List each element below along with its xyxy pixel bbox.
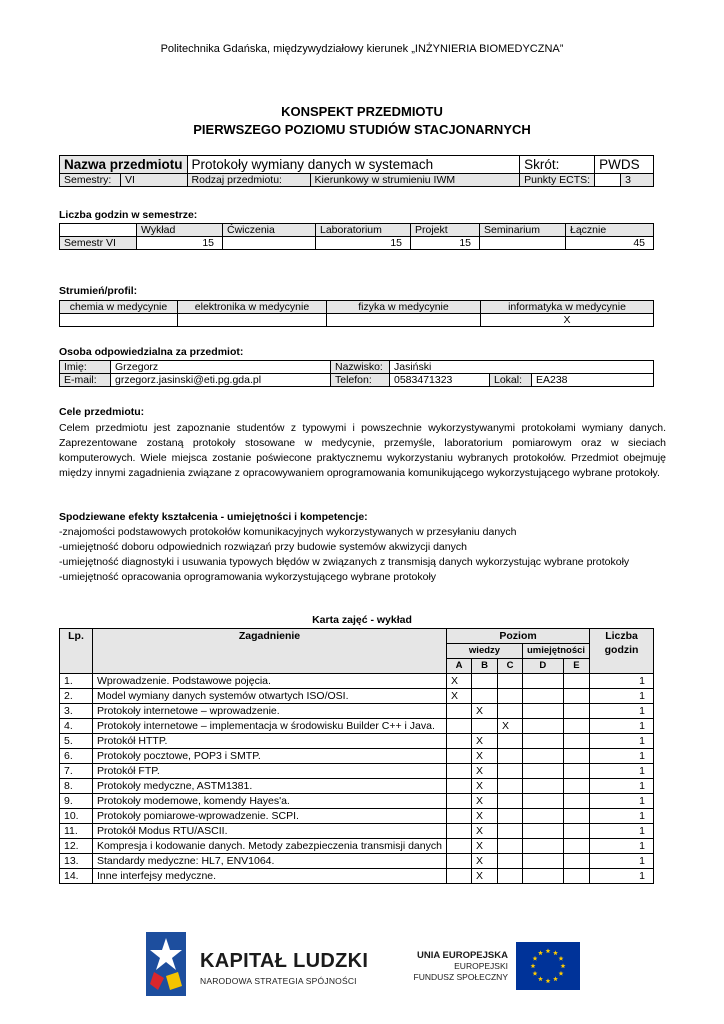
profile-value-electronics (178, 314, 327, 327)
lecture-mark (498, 809, 523, 824)
lecture-mark (523, 869, 564, 884)
lecture-mark (563, 824, 589, 839)
profile-header-chemistry: chemia w medycynie (60, 301, 178, 314)
lecture-mark (447, 794, 472, 809)
lecture-col-lp: Lp. (60, 629, 93, 674)
lecture-row (60, 719, 654, 734)
lecture-lp: 3. (60, 704, 93, 719)
hours-value-lab: 15 (316, 237, 411, 250)
lecture-topic: Kompresja i kodowanie danych. Metody zabezpieczenia transmisji danych (93, 839, 447, 854)
lecture-topic: Wprowadzenie. Podstawowe pojęcia. (93, 674, 447, 689)
lecture-mark (523, 854, 564, 869)
lecture-mark (523, 779, 564, 794)
lecture-mark (447, 734, 472, 749)
lecture-lp: 4. (60, 719, 93, 734)
lecture-hours: 1 (590, 764, 654, 779)
semester-label (60, 174, 188, 187)
phone-label: Telefon: (331, 374, 390, 387)
lecture-lp: 8. (60, 779, 93, 794)
lecture-col-hours: Liczba godzin (590, 629, 654, 674)
lecture-hours: 1 (590, 734, 654, 749)
eu-line-1: UNIA EUROPEJSKA (417, 950, 508, 961)
lecture-hours: 1 (590, 704, 654, 719)
hours-header-total: Łącznie (566, 224, 654, 237)
course-short-label: Skrót: (520, 156, 595, 174)
lecture-topic: Protokół HTTP. (93, 734, 447, 749)
lecture-lp: 5. (60, 734, 93, 749)
lecture-mark (498, 704, 523, 719)
lecture-mark: X (472, 839, 498, 854)
lecture-lp: 14. (60, 869, 93, 884)
footer (0, 932, 724, 1012)
level-c: C (498, 659, 523, 674)
first-name-value: Grzegorz (111, 361, 331, 374)
lecture-hours: 1 (590, 824, 654, 839)
lecture-row (60, 794, 654, 809)
lecture-mark (523, 704, 564, 719)
lecture-mark (563, 764, 589, 779)
hours-header-seminar: Seminarium (480, 224, 566, 237)
lecture-mark (523, 749, 564, 764)
lecture-mark (563, 869, 589, 884)
lecture-rows (60, 674, 654, 884)
hours-header-project: Projekt (411, 224, 480, 237)
hours-table (59, 223, 654, 250)
hours-row-label: Semestr VI (60, 237, 137, 250)
lecture-topic: Standardy medyczne: HL7, ENV1064. (93, 854, 447, 869)
lecture-topic: Protokoły pocztowe, POP3 i SMTP. (93, 749, 447, 764)
email-label: E-mail: (60, 374, 111, 387)
lecture-row (60, 689, 654, 704)
lecture-row (60, 764, 654, 779)
course-type-value: Kierunkowy w strumieniu IWM (310, 174, 520, 187)
page-header: Politechnika Gdańska, międzywydziałowy kierunek „INŻYNIERIA BIOMEDYCZNA” (160, 43, 564, 55)
lecture-hours: 1 (590, 869, 654, 884)
hours-header-exercises: Ćwiczenia (223, 224, 316, 237)
lecture-hours: 1 (590, 809, 654, 824)
eu-text (400, 950, 508, 983)
lecture-topic: Inne interfejsy medyczne. (93, 869, 447, 884)
lecture-lp: 2. (60, 689, 93, 704)
lecture-mark (447, 749, 472, 764)
lecture-row (60, 779, 654, 794)
outcome-item: -umiejętność doboru odpowiednich rozwiązań przy budowie systemów akwizycji danych (59, 541, 467, 553)
lecture-mark (498, 839, 523, 854)
document-title (0, 103, 724, 139)
lecture-lp: 12. (60, 839, 93, 854)
hours-header-lecture: Wykład (137, 224, 223, 237)
lecture-mark: X (447, 689, 472, 704)
level-e: E (563, 659, 589, 674)
lecture-mark (472, 689, 498, 704)
lecture-card-caption: Karta zajęć - wykład (312, 614, 412, 626)
lecture-row (60, 839, 654, 854)
lecture-mark (523, 719, 564, 734)
hours-value-exercises (223, 237, 316, 250)
kapital-ludzki-logo-icon (146, 932, 186, 996)
course-type-label: Rodzaj przedmiotu: (187, 174, 310, 187)
lecture-lp: 1. (60, 674, 93, 689)
ects-value: 3 (621, 174, 654, 187)
lecture-mark: X (472, 749, 498, 764)
lecture-hours: 1 (590, 674, 654, 689)
lecture-col-topics: Zagadnienie (93, 629, 447, 674)
lecture-mark (447, 809, 472, 824)
kl-subtitle: NARODOWA STRATEGIA SPÓJNOŚCI (200, 976, 357, 986)
room-label: Lokal: (490, 374, 532, 387)
lecture-hours: 1 (590, 719, 654, 734)
lecture-mark (498, 734, 523, 749)
kapital-ludzki-text (200, 950, 368, 986)
lecture-mark: X (472, 794, 498, 809)
profile-header-physics: fizyka w medycynie (327, 301, 481, 314)
lecture-sub-skills: umiejętności (523, 644, 590, 659)
lecture-mark (523, 839, 564, 854)
lecture-topic: Protokoły internetowe – implementacja w środowisku Builder C++ i Java. (93, 719, 447, 734)
lecture-mark (523, 809, 564, 824)
last-name-value: Jasiński (390, 361, 654, 374)
hours-value-lecture: 15 (137, 237, 223, 250)
lecture-mark (498, 779, 523, 794)
lecture-mark (447, 779, 472, 794)
lecture-lp: 13. (60, 854, 93, 869)
lecture-topic: Protokoły modemowe, komendy Hayes'a. (93, 794, 447, 809)
course-name-value: Protokoły wymiany danych w systemach (187, 156, 520, 174)
outcomes-list (59, 525, 666, 585)
outcome-item: -umiejętność opracowania oprogramowania wykorzystującego wybrane protokoły (59, 571, 437, 583)
course-short-value: PWDS (595, 156, 654, 174)
hours-section-label: Liczba godzin w semestrze: (59, 209, 198, 221)
lecture-row (60, 854, 654, 869)
lecture-row (60, 869, 654, 884)
lecture-mark (472, 674, 498, 689)
title-line-2: PIERWSZEGO POZIOMU STUDIÓW STACJONARNYCH (193, 122, 531, 137)
profile-value-chemistry (60, 314, 178, 327)
lecture-mark: X (472, 824, 498, 839)
lecture-mark (563, 854, 589, 869)
level-a: A (447, 659, 472, 674)
lecture-lp: 10. (60, 809, 93, 824)
lecture-mark (498, 749, 523, 764)
lecture-mark (523, 824, 564, 839)
lecture-mark (498, 764, 523, 779)
lecture-mark (447, 869, 472, 884)
lecture-mark (563, 689, 589, 704)
lecture-mark (563, 779, 589, 794)
level-b: B (472, 659, 498, 674)
profile-value-physics (327, 314, 481, 327)
lecture-mark (563, 674, 589, 689)
lecture-mark (498, 854, 523, 869)
room-value: EA238 (532, 374, 654, 387)
eu-flag-icon (516, 942, 580, 990)
eu-line-2: EUROPEJSKI (454, 961, 508, 971)
lecture-mark (498, 869, 523, 884)
lecture-mark (523, 674, 564, 689)
lecture-mark (523, 764, 564, 779)
lecture-sub-knowledge: wiedzy (447, 644, 523, 659)
semester-value: VI (125, 174, 135, 186)
profile-value-informatics: X (481, 314, 654, 327)
lecture-row (60, 809, 654, 824)
lecture-mark: X (472, 854, 498, 869)
phone-value: 0583471323 (390, 374, 490, 387)
lecture-mark: X (472, 704, 498, 719)
ects-spacer (595, 174, 621, 187)
lecture-mark: X (447, 674, 472, 689)
goals-section-label: Cele przedmiotu: (59, 406, 145, 418)
lecture-mark (563, 734, 589, 749)
course-name-label: Nazwa przedmiotu (60, 156, 188, 174)
lecture-mark (447, 764, 472, 779)
lecture-mark (447, 824, 472, 839)
outcomes-section-label: Spodziewane efekty kształcenia - umiejętności i kompetencje: (59, 511, 368, 523)
lecture-mark (563, 719, 589, 734)
last-name-label: Nazwisko: (331, 361, 390, 374)
profile-table (59, 300, 654, 327)
person-table (59, 360, 654, 387)
lecture-row (60, 824, 654, 839)
lecture-hours: 1 (590, 854, 654, 869)
lecture-mark (563, 809, 589, 824)
lecture-lp: 9. (60, 794, 93, 809)
semester-label-text: Semestry: (64, 174, 121, 186)
lecture-row (60, 674, 654, 689)
profile-header-informatics: informatyka w medycynie (481, 301, 654, 314)
lecture-mark: X (498, 719, 523, 734)
goals-text: Celem przedmiotu jest zapoznanie studentów z typowymi i powszechnie wykorzystywanymi protokołami wymiany danych. Zaprezentowane zostaną protokoły stosowane w medycynie, przemyśle, laboratorium pomiarowym oraz w sieciach komputerowych. Wiele miejsca zostanie poświecone praktycznemu wykorzystaniu wybranych protokołów. Przedmiot obejmuję między innymi zagadnienia związane z opracowywaniem oprogramowania komunikującego wykorzystującego wybrane protokoły. (59, 422, 666, 479)
outcome-item: -znajomości podstawowych protokołów komunikacyjnych wykorzystywanych w przesyłaniu danych (59, 526, 517, 538)
eu-line-3: FUNDUSZ SPOŁECZNY (413, 972, 508, 982)
lecture-mark: X (472, 764, 498, 779)
lecture-topic: Protokół FTP. (93, 764, 447, 779)
title-line-1: KONSPEKT PRZEDMIOTU (281, 104, 443, 119)
hours-header-lab: Laboratorium (316, 224, 411, 237)
lecture-topic: Protokoły internetowe – wprowadzenie. (93, 704, 447, 719)
lecture-mark (523, 794, 564, 809)
lecture-mark (523, 734, 564, 749)
lecture-row (60, 734, 654, 749)
lecture-topic: Protokół Modus RTU/ASCII. (93, 824, 447, 839)
kl-title: KAPITAŁ LUDZKI (200, 950, 369, 972)
person-section-label: Osoba odpowiedzialna za przedmiot: (59, 346, 244, 358)
lecture-hours: 1 (590, 839, 654, 854)
lecture-hours: 1 (590, 689, 654, 704)
lecture-mark (563, 839, 589, 854)
level-d: D (523, 659, 564, 674)
lecture-topic: Protokoły medyczne, ASTM1381. (93, 779, 447, 794)
hours-value-seminar (480, 237, 566, 250)
lecture-mark (563, 794, 589, 809)
lecture-row (60, 749, 654, 764)
hours-corner (60, 224, 137, 237)
lecture-mark (498, 794, 523, 809)
course-info-table (59, 155, 654, 187)
lecture-hours: 1 (590, 779, 654, 794)
lecture-mark (447, 854, 472, 869)
hours-value-total: 45 (566, 237, 654, 250)
lecture-hours: 1 (590, 749, 654, 764)
lecture-mark (447, 719, 472, 734)
lecture-mark (472, 719, 498, 734)
first-name-label: Imię: (60, 361, 111, 374)
profile-header-electronics: elektronika w medycynie (178, 301, 327, 314)
lecture-mark (523, 689, 564, 704)
lecture-mark (447, 839, 472, 854)
lecture-mark (563, 749, 589, 764)
lecture-card-table (59, 628, 654, 884)
lecture-topic: Protokoły pomiarowe-wprowadzenie. SCPI. (93, 809, 447, 824)
outcome-item: -umiejętność diagnostyki i usuwania typowych błędów w związanych z transmisją danych wykorzystując wybrane protokoły (59, 556, 630, 568)
hours-value-project: 15 (411, 237, 480, 250)
lecture-mark (498, 824, 523, 839)
lecture-topic: Model wymiany danych systemów otwartych ISO/OSI. (93, 689, 447, 704)
lecture-lp: 11. (60, 824, 93, 839)
lecture-lp: 6. (60, 749, 93, 764)
lecture-row (60, 704, 654, 719)
lecture-lp: 7. (60, 764, 93, 779)
email-value: grzegorz.jasinski@eti.pg.gda.pl (111, 374, 331, 387)
profile-section-label: Strumień/profil: (59, 285, 138, 297)
lecture-mark (563, 704, 589, 719)
ects-label: Punkty ECTS: (520, 174, 595, 187)
lecture-mark: X (472, 869, 498, 884)
lecture-hours: 1 (590, 794, 654, 809)
lecture-mark: X (472, 809, 498, 824)
lecture-mark (498, 689, 523, 704)
lecture-mark (447, 704, 472, 719)
lecture-mark: X (472, 734, 498, 749)
lecture-col-level: Poziom (447, 629, 590, 644)
lecture-mark: X (472, 779, 498, 794)
lecture-mark (498, 674, 523, 689)
